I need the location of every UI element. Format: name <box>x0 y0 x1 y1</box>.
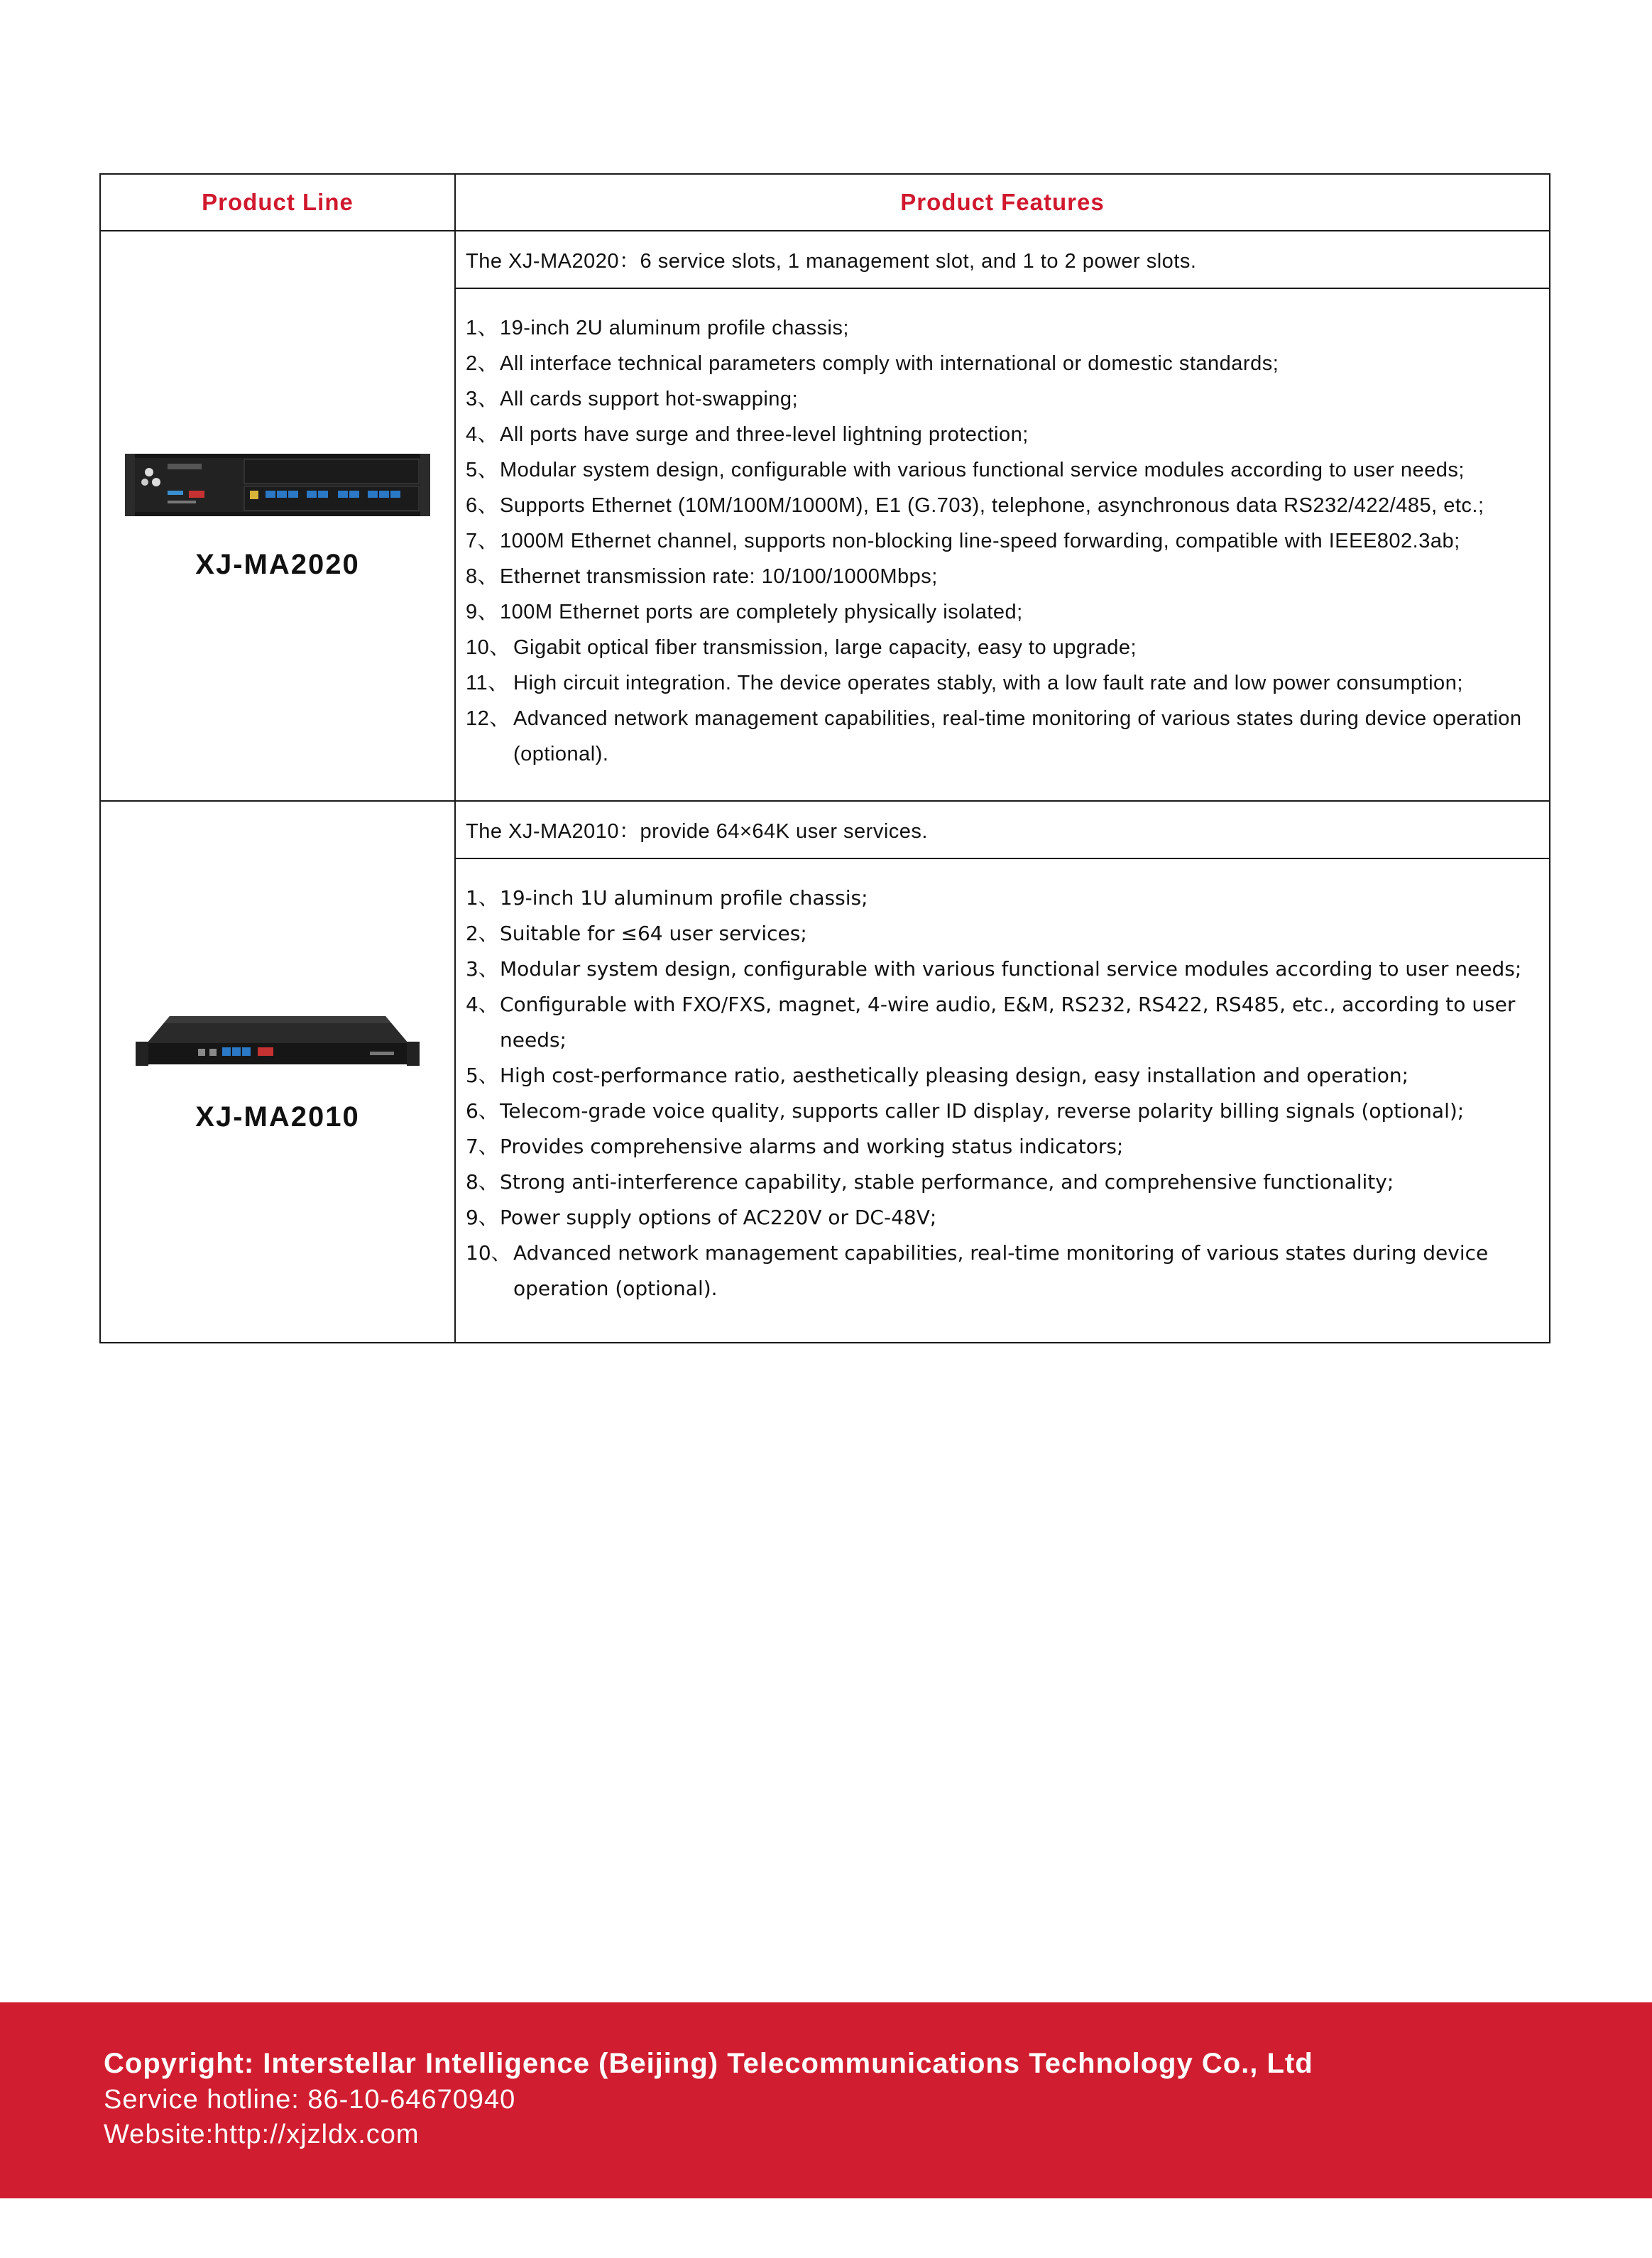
list-item <box>466 987 1539 1058</box>
item-number: 7、 <box>466 530 499 552</box>
item-number: 8、 <box>466 1170 498 1194</box>
item-number: 6、 <box>466 494 499 517</box>
item-text: 1000M Ethernet channel, supports non-blocking line-speed forwarding, compatible with IEEE802.3ab; <box>500 530 1460 552</box>
list-item <box>466 1129 1539 1165</box>
item-text: Supports Ethernet (10M/100M/1000M), E1 (G.703), telephone, asynchronous data RS232/422/485, etc.; <box>500 494 1484 517</box>
features-list <box>455 288 1550 801</box>
footer-hotline: Service hotline: 86-10-64670940 <box>104 2085 516 2115</box>
rack-chassis-1u-icon <box>136 1010 420 1071</box>
list-item <box>466 665 1539 701</box>
table-header-row <box>100 174 1550 231</box>
footer-website[interactable]: Website:http://xjzldx.com <box>104 2120 420 2149</box>
header-product-features: Product Features <box>455 174 1550 231</box>
item-number: 1、 <box>466 317 499 339</box>
item-number: 5、 <box>466 1064 498 1087</box>
item-text: 100M Ethernet ports are completely physically isolated; <box>500 601 1023 623</box>
item-number: 12、 <box>466 707 510 730</box>
item-text: High circuit integration. The device operates stably, with a low fault rate and low power consumption; <box>513 672 1463 694</box>
rack-chassis-2u-icon <box>125 451 430 519</box>
list-item <box>466 701 1539 772</box>
item-number: 3、 <box>466 388 499 410</box>
list-item <box>466 1200 1539 1236</box>
list-item <box>466 523 1539 559</box>
list-item <box>466 1165 1539 1200</box>
item-text: Provides comprehensive alarms and working status indicators; <box>500 1135 1124 1158</box>
header-product-line: Product Line <box>100 174 455 231</box>
item-text: Gigabit optical fiber transmission, large capacity, easy to upgrade; <box>513 636 1137 659</box>
item-text: All interface technical parameters comply with international or domestic standards; <box>500 352 1279 375</box>
item-number: 9、 <box>466 601 499 623</box>
list-item <box>466 880 1539 916</box>
list-item <box>466 916 1539 951</box>
item-number: 4、 <box>466 993 498 1016</box>
item-text: Modular system design, configurable with various functional service modules according to user needs; <box>500 459 1465 481</box>
list-item <box>466 1058 1539 1093</box>
item-number: 11、 <box>466 672 509 694</box>
list-item <box>466 951 1539 987</box>
list-item <box>466 346 1539 381</box>
list-item <box>466 417 1539 452</box>
list-item <box>466 559 1539 594</box>
list-item <box>466 630 1539 665</box>
list-item <box>466 488 1539 523</box>
features-list <box>455 858 1550 1343</box>
item-number: 2、 <box>466 352 499 375</box>
list-item <box>466 310 1539 346</box>
item-number: 6、 <box>466 1099 498 1123</box>
item-number: 8、 <box>466 565 499 588</box>
product-intro: The XJ-MA2010：provide 64×64K user services. <box>455 801 1550 858</box>
product-intro-row <box>100 801 1550 858</box>
product-intro-row <box>100 231 1550 288</box>
item-number: 10、 <box>466 636 510 659</box>
product-line-cell <box>100 801 455 1343</box>
item-number: 5、 <box>466 459 499 481</box>
product-table <box>99 173 1550 1343</box>
item-text: Suitable for ≤64 user services; <box>500 922 807 945</box>
list-item <box>466 1236 1539 1307</box>
item-text: Power supply options of AC220V or DC-48V; <box>500 1206 937 1229</box>
list-item <box>466 1093 1539 1129</box>
item-text: Configurable with FXO/FXS, magnet, 4-wire audio, E&M, RS232, RS422, RS485, etc., according to user needs; <box>500 993 1516 1052</box>
model-name: XJ-MA2020 <box>195 549 360 580</box>
item-text: All ports have surge and three-level lightning protection; <box>500 423 1029 446</box>
item-number: 4、 <box>466 423 499 446</box>
item-text: Modular system design, configurable with various functional service modules according to user needs; <box>500 957 1522 981</box>
item-number: 2、 <box>466 922 498 945</box>
item-text: 19-inch 1U aluminum profile chassis; <box>500 886 868 910</box>
footer-copyright: Copyright: Interstellar Intelligence (Beijing) Telecommunications Technology Co., Ltd <box>104 2048 1313 2079</box>
product-line-cell <box>100 231 455 801</box>
list-item <box>466 594 1539 630</box>
item-text: 19-inch 2U aluminum profile chassis; <box>500 317 849 339</box>
item-text: High cost-performance ratio, aesthetically pleasing design, easy installation and operation; <box>500 1064 1409 1087</box>
footer-banner <box>0 2002 1652 2198</box>
item-text: Telecom-grade voice quality, supports caller ID display, reverse polarity billing signals (optional); <box>500 1099 1465 1123</box>
item-text: All cards support hot-swapping; <box>500 388 799 410</box>
item-number: 1、 <box>466 886 498 910</box>
list-item <box>466 452 1539 488</box>
list-item <box>466 381 1539 417</box>
item-text: Ethernet transmission rate: 10/100/1000Mbps; <box>500 565 938 588</box>
item-number: 10、 <box>466 1241 511 1265</box>
item-text: Advanced network management capabilities, real-time monitoring of various states during device operation (optional). <box>513 707 1522 765</box>
item-number: 9、 <box>466 1206 498 1229</box>
item-text: Strong anti-interference capability, stable performance, and comprehensive functionality; <box>500 1170 1394 1194</box>
model-name: XJ-MA2010 <box>195 1101 360 1133</box>
item-text: Advanced network management capabilities, real-time monitoring of various states during device operation (optional). <box>513 1241 1489 1300</box>
product-intro: The XJ-MA2020：6 service slots, 1 management slot, and 1 to 2 power slots. <box>455 231 1550 288</box>
item-number: 3、 <box>466 957 498 981</box>
item-number: 7、 <box>466 1135 498 1158</box>
